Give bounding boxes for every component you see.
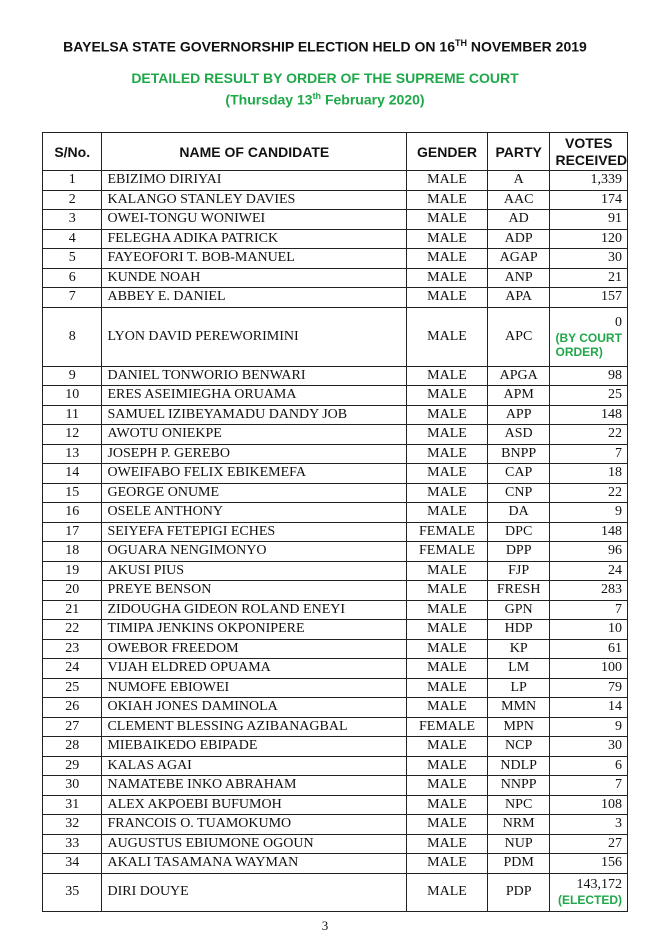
cell-sn: 6: [43, 268, 102, 288]
cell-sn: 11: [43, 405, 102, 425]
table-row: [43, 249, 628, 269]
cell-gender: MALE: [407, 249, 488, 269]
cell-party: CNP: [487, 483, 550, 503]
cell-party: BNPP: [487, 444, 550, 464]
cell-sn: 4: [43, 229, 102, 249]
cell-votes: 283: [550, 581, 628, 601]
cell-party: PDP: [487, 873, 550, 911]
cell-candidate-name: ZIDOUGHA GIDEON ROLAND ENEYI: [102, 600, 407, 620]
cell-party: NDLP: [487, 756, 550, 776]
cell-gender: MALE: [407, 737, 488, 757]
cell-gender: MALE: [407, 873, 488, 911]
cell-votes: 22: [550, 483, 628, 503]
cell-sn: 9: [43, 366, 102, 386]
table-row: [43, 834, 628, 854]
cell-votes: 91: [550, 210, 628, 230]
cell-party: MPN: [487, 717, 550, 737]
cell-party: DPC: [487, 522, 550, 542]
cell-candidate-name: VIJAH ELDRED OPUAMA: [102, 659, 407, 679]
cell-sn: 8: [43, 307, 102, 366]
cell-party: APM: [487, 386, 550, 406]
table-header-row: [43, 133, 628, 171]
table-row: [43, 464, 628, 484]
cell-party: GPN: [487, 600, 550, 620]
cell-sn: 21: [43, 600, 102, 620]
cell-gender: MALE: [407, 698, 488, 718]
cell-votes: 156: [550, 854, 628, 874]
cell-sn: 20: [43, 581, 102, 601]
cell-votes: 9: [550, 503, 628, 523]
table-row: [43, 639, 628, 659]
cell-sn: 23: [43, 639, 102, 659]
cell-sn: 7: [43, 288, 102, 308]
cell-party: FJP: [487, 561, 550, 581]
cell-gender: MALE: [407, 620, 488, 640]
cell-gender: MALE: [407, 386, 488, 406]
cell-candidate-name: ABBEY E. DANIEL: [102, 288, 407, 308]
cell-candidate-name: KALANGO STANLEY DAVIES: [102, 190, 407, 210]
table-row: [43, 659, 628, 679]
cell-candidate-name: SEIYEFA FETEPIGI ECHES: [102, 522, 407, 542]
cell-gender: FEMALE: [407, 717, 488, 737]
cell-gender: MALE: [407, 854, 488, 874]
column-header-name: NAME OF CANDIDATE: [102, 133, 407, 171]
table-row: [43, 756, 628, 776]
cell-candidate-name: TIMIPA JENKINS OKPONIPERE: [102, 620, 407, 640]
cell-sn: 15: [43, 483, 102, 503]
cell-party: A: [487, 171, 550, 191]
table-row: [43, 229, 628, 249]
cell-candidate-name: AKUSI PIUS: [102, 561, 407, 581]
vote-note: (ELECTED): [558, 893, 622, 907]
cell-gender: MALE: [407, 171, 488, 191]
cell-party: DA: [487, 503, 550, 523]
cell-gender: MALE: [407, 756, 488, 776]
cell-sn: 30: [43, 776, 102, 796]
cell-votes: 27: [550, 834, 628, 854]
cell-gender: MALE: [407, 307, 488, 366]
cell-votes: 30: [550, 737, 628, 757]
cell-votes: 7: [550, 444, 628, 464]
cell-gender: MALE: [407, 795, 488, 815]
table-row: [43, 678, 628, 698]
cell-gender: MALE: [407, 561, 488, 581]
cell-votes: 96: [550, 542, 628, 562]
cell-sn: 2: [43, 190, 102, 210]
cell-sn: 34: [43, 854, 102, 874]
cell-votes: 9: [550, 717, 628, 737]
cell-votes: 98: [550, 366, 628, 386]
cell-votes: 143,172 (ELECTED): [550, 873, 628, 911]
table-row: [43, 522, 628, 542]
cell-candidate-name: FELEGHA ADIKA PATRICK: [102, 229, 407, 249]
cell-candidate-name: KUNDE NOAH: [102, 268, 407, 288]
table-row: [43, 620, 628, 640]
cell-candidate-name: LYON DAVID PEREWORIMINI: [102, 307, 407, 366]
cell-votes: 30: [550, 249, 628, 269]
cell-gender: MALE: [407, 659, 488, 679]
cell-candidate-name: NAMATEBE INKO ABRAHAM: [102, 776, 407, 796]
cell-votes: 148: [550, 405, 628, 425]
cell-gender: MALE: [407, 776, 488, 796]
cell-sn: 18: [43, 542, 102, 562]
cell-gender: MALE: [407, 678, 488, 698]
cell-party: NUP: [487, 834, 550, 854]
cell-candidate-name: DIRI DOUYE: [102, 873, 407, 911]
column-header-gender: GENDER: [407, 133, 488, 171]
cell-party: APC: [487, 307, 550, 366]
cell-votes: 7: [550, 600, 628, 620]
cell-party: ASD: [487, 425, 550, 445]
cell-votes: 157: [550, 288, 628, 308]
cell-gender: MALE: [407, 483, 488, 503]
cell-party: LP: [487, 678, 550, 698]
cell-party: HDP: [487, 620, 550, 640]
cell-candidate-name: KALAS AGAI: [102, 756, 407, 776]
column-header-sn: S/No.: [43, 133, 102, 171]
table-row: [43, 542, 628, 562]
table-row: [43, 190, 628, 210]
table-row: [43, 268, 628, 288]
cell-sn: 24: [43, 659, 102, 679]
cell-candidate-name: OWEBOR FREEDOM: [102, 639, 407, 659]
table-row: [43, 600, 628, 620]
cell-candidate-name: MIEBAIKEDO EBIPADE: [102, 737, 407, 757]
table-row: [43, 483, 628, 503]
cell-candidate-name: ALEX AKPOEBI BUFUMOH: [102, 795, 407, 815]
cell-candidate-name: JOSEPH P. GEREBO: [102, 444, 407, 464]
cell-votes: 7: [550, 776, 628, 796]
table-row: [43, 444, 628, 464]
cell-votes: 18: [550, 464, 628, 484]
cell-gender: MALE: [407, 190, 488, 210]
cell-party: NRM: [487, 815, 550, 835]
cell-candidate-name: OWEIFABO FELIX EBIKEMEFA: [102, 464, 407, 484]
cell-candidate-name: AWOTU ONIEKPE: [102, 425, 407, 445]
cell-gender: MALE: [407, 268, 488, 288]
cell-party: APA: [487, 288, 550, 308]
cell-gender: MALE: [407, 425, 488, 445]
cell-gender: MALE: [407, 503, 488, 523]
cell-sn: 31: [43, 795, 102, 815]
cell-sn: 5: [43, 249, 102, 269]
cell-votes: 61: [550, 639, 628, 659]
cell-gender: MALE: [407, 210, 488, 230]
cell-candidate-name: AUGUSTUS EBIUMONE OGOUN: [102, 834, 407, 854]
table-row: [43, 425, 628, 445]
cell-sn: 19: [43, 561, 102, 581]
cell-votes: 1,339: [550, 171, 628, 191]
cell-candidate-name: OSELE ANTHONY: [102, 503, 407, 523]
cell-candidate-name: CLEMENT BLESSING AZIBANAGBAL: [102, 717, 407, 737]
table-row: [43, 405, 628, 425]
cell-party: NCP: [487, 737, 550, 757]
cell-votes: 100: [550, 659, 628, 679]
cell-votes: 79: [550, 678, 628, 698]
cell-party: ADP: [487, 229, 550, 249]
cell-sn: 3: [43, 210, 102, 230]
cell-party: PDM: [487, 854, 550, 874]
cell-gender: FEMALE: [407, 522, 488, 542]
cell-gender: MALE: [407, 834, 488, 854]
table-row: [43, 854, 628, 874]
table-row: [43, 386, 628, 406]
table-row: [43, 366, 628, 386]
cell-sn: 22: [43, 620, 102, 640]
cell-candidate-name: FAYEOFORI T. BOB-MANUEL: [102, 249, 407, 269]
cell-votes: 10: [550, 620, 628, 640]
cell-votes: 3: [550, 815, 628, 835]
cell-votes: 6: [550, 756, 628, 776]
cell-votes: 22: [550, 425, 628, 445]
cell-candidate-name: EBIZIMO DIRIYAI: [102, 171, 407, 191]
table-row: [43, 776, 628, 796]
cell-party: AAC: [487, 190, 550, 210]
document-subtitle: DETAILED RESULT BY ORDER OF THE SUPREME COURT: [131, 70, 519, 86]
table-row: [43, 503, 628, 523]
cell-sn: 29: [43, 756, 102, 776]
cell-gender: MALE: [407, 639, 488, 659]
cell-gender: MALE: [407, 815, 488, 835]
cell-sn: 12: [43, 425, 102, 445]
cell-sn: 35: [43, 873, 102, 911]
table-row: [43, 717, 628, 737]
cell-votes: 25: [550, 386, 628, 406]
cell-sn: 10: [43, 386, 102, 406]
cell-candidate-name: DANIEL TONWORIO BENWARI: [102, 366, 407, 386]
table-row: [43, 561, 628, 581]
cell-party: NPC: [487, 795, 550, 815]
table-row: [43, 698, 628, 718]
cell-gender: MALE: [407, 464, 488, 484]
cell-party: APGA: [487, 366, 550, 386]
cell-votes: 0 (BY COURT ORDER): [550, 307, 628, 366]
cell-votes: 148: [550, 522, 628, 542]
cell-sn: 14: [43, 464, 102, 484]
cell-candidate-name: FRANCOIS O. TUAMOKUMO: [102, 815, 407, 835]
cell-candidate-name: OKIAH JONES DAMINOLA: [102, 698, 407, 718]
table-row: [43, 210, 628, 230]
cell-sn: 33: [43, 834, 102, 854]
column-header-votes: VOTES RECEIVED: [550, 133, 628, 171]
cell-gender: MALE: [407, 288, 488, 308]
cell-sn: 26: [43, 698, 102, 718]
cell-party: ANP: [487, 268, 550, 288]
cell-candidate-name: GEORGE ONUME: [102, 483, 407, 503]
cell-candidate-name: PREYE BENSON: [102, 581, 407, 601]
cell-gender: MALE: [407, 581, 488, 601]
cell-party: AGAP: [487, 249, 550, 269]
cell-party: LM: [487, 659, 550, 679]
cell-votes: 108: [550, 795, 628, 815]
table-row: [43, 737, 628, 757]
cell-gender: MALE: [407, 366, 488, 386]
cell-votes: 21: [550, 268, 628, 288]
cell-sn: 27: [43, 717, 102, 737]
cell-gender: MALE: [407, 405, 488, 425]
column-header-party: PARTY: [487, 133, 550, 171]
cell-party: FRESH: [487, 581, 550, 601]
cell-sn: 28: [43, 737, 102, 757]
cell-candidate-name: OGUARA NENGIMONYO: [102, 542, 407, 562]
cell-party: NNPP: [487, 776, 550, 796]
table-row: [43, 307, 628, 366]
table-row: [43, 815, 628, 835]
cell-votes: 14: [550, 698, 628, 718]
cell-party: APP: [487, 405, 550, 425]
cell-sn: 32: [43, 815, 102, 835]
document-date: (Thursday 13th February 2020): [225, 91, 425, 108]
cell-sn: 16: [43, 503, 102, 523]
cell-sn: 1: [43, 171, 102, 191]
cell-candidate-name: OWEI-TONGU WONIWEI: [102, 210, 407, 230]
cell-candidate-name: AKALI TASAMANA WAYMAN: [102, 854, 407, 874]
cell-party: KP: [487, 639, 550, 659]
cell-gender: FEMALE: [407, 542, 488, 562]
cell-sn: 17: [43, 522, 102, 542]
vote-note: (BY COURT ORDER): [555, 330, 622, 359]
table-row: [43, 581, 628, 601]
cell-party: MMN: [487, 698, 550, 718]
cell-votes: 120: [550, 229, 628, 249]
table-row: [43, 288, 628, 308]
cell-sn: 25: [43, 678, 102, 698]
cell-candidate-name: SAMUEL IZIBEYAMADU DANDY JOB: [102, 405, 407, 425]
cell-votes: 174: [550, 190, 628, 210]
cell-sn: 13: [43, 444, 102, 464]
table-row: [43, 171, 628, 191]
cell-votes: 24: [550, 561, 628, 581]
cell-gender: MALE: [407, 444, 488, 464]
table-row: [43, 873, 628, 911]
cell-party: AD: [487, 210, 550, 230]
table-row: [43, 795, 628, 815]
document-title: BAYELSA STATE GOVERNORSHIP ELECTION HELD ON 16TH NOVEMBER 2019: [63, 38, 587, 55]
cell-party: CAP: [487, 464, 550, 484]
cell-gender: MALE: [407, 600, 488, 620]
results-table: [42, 132, 628, 912]
cell-party: DPP: [487, 542, 550, 562]
cell-gender: MALE: [407, 229, 488, 249]
cell-candidate-name: ERES ASEIMIEGHA ORUAMA: [102, 386, 407, 406]
cell-candidate-name: NUMOFE EBIOWEI: [102, 678, 407, 698]
page-number: 3: [321, 918, 329, 933]
